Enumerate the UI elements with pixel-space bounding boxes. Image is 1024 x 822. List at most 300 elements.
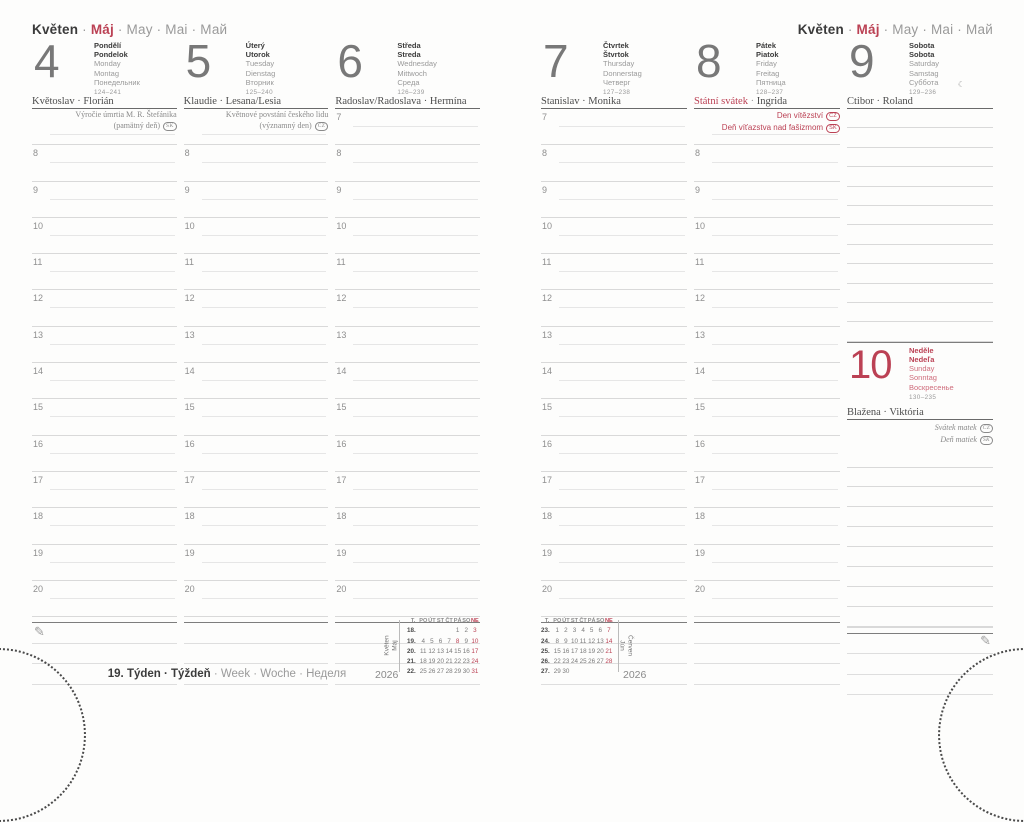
holiday-note [226,110,328,131]
half-hour-line [559,489,685,490]
mini-calendar-day: 23 [462,658,470,666]
half-hour-line [50,453,175,454]
half-hour-line [712,416,838,417]
half-hour-line [202,453,327,454]
day-name-bold: Pondělí [94,41,122,50]
day-name: Sunday [909,364,935,374]
mini-calendar-day: 22 [553,658,561,666]
holiday-note-text: (významný den) [259,120,312,130]
hour-label: 15 [695,402,706,413]
mini-calendar-day: 15 [553,647,561,655]
holiday-note-text: Květnové povstání českého lidu [225,110,329,119]
separator: · [918,22,931,37]
day-header [32,35,177,97]
holiday-note-text: (pamätný deň) [113,120,161,130]
half-hour-line [559,380,685,381]
half-hour-line [353,380,478,381]
day-column-8 [694,35,840,695]
hour-label: 17 [336,474,347,485]
hour-slot [541,253,687,289]
country-badge: CZ [315,122,329,131]
hour-slot [335,109,480,144]
hour-label: 13 [184,329,195,340]
month-german: Mai [930,22,954,37]
public-holiday-label: Státní svátek [694,96,748,107]
hour-label: 19 [542,547,553,558]
hour-slot [184,326,329,362]
hour-label: 16 [336,438,347,449]
mini-calendar-week-number: 26. [541,658,550,666]
hour-slot [32,471,177,507]
mini-calendar-day [436,626,445,636]
separator: · [113,22,127,37]
hour-label: 7 [542,112,548,122]
mini-calendar-day: 3 [572,627,577,635]
ruled-line [847,507,993,527]
hour-slot [184,544,329,580]
notes-ruled-line [184,623,329,644]
hour-label: 16 [542,438,553,449]
ruled-line [847,284,993,303]
day-column-7 [541,35,687,695]
month-russian: Май [965,22,993,37]
hour-label: 11 [33,257,43,268]
half-hour-line [50,199,175,200]
mini-calendar-day: 26 [428,668,436,676]
right-day-columns [541,35,993,695]
day-name-bold: Nedeľa [909,354,935,364]
day-name-bold: Sobota [909,41,935,50]
hour-slot [694,471,840,507]
hour-slot [335,507,480,543]
mini-calendar-day-header: SO [596,618,605,624]
hour-slot [184,580,329,616]
ruled-line [847,487,993,507]
month-russian: Май [200,22,228,37]
hour-slot [184,181,329,217]
notes-ruled-line [694,623,840,644]
mini-calendar-day: 3 [473,627,477,635]
mini-calendar-day: 2 [464,627,469,635]
hour-label: 11 [695,257,705,268]
hour-slot [32,398,177,434]
holiday-note-line [75,121,176,132]
ruled-line [847,245,993,264]
hour-label: 17 [542,474,553,485]
hour-slot [184,144,329,180]
mini-calendar-day: 10 [570,637,578,645]
mini-calendar-day: 17 [570,647,578,655]
ruled-line [847,128,993,147]
hour-slot [541,362,687,398]
mini-calendar-day [596,667,605,677]
sunday-holiday-notes [847,420,993,448]
holiday-note-line [226,121,328,132]
holiday-note-line [722,110,840,122]
day-name: Montag [94,68,120,78]
hour-label: 12 [33,293,44,304]
holiday-note-line [75,110,176,121]
hour-slot [335,217,480,253]
day-name-bold: Utorok [245,50,270,60]
half-hour-line [50,307,175,308]
half-hour-line [559,126,685,127]
separator: · [78,22,91,37]
mini-calendar-day: 25 [419,668,427,676]
month-english: May [892,22,919,37]
mini-calendar-day: 14 [445,647,453,655]
country-badge: CZ [826,112,840,121]
mini-calendar-day [570,667,579,677]
day-name: Donnerstag [603,68,642,78]
day-name-bold: Piatok [756,50,779,60]
mini-calendar-day: 29 [553,668,561,676]
mini-calendar-day: 9 [464,637,469,645]
half-hour-line [353,525,478,526]
holiday-note-line [847,422,993,434]
mini-calendar-day: 11 [579,637,587,645]
separator: · [747,96,757,107]
country-badge: SK [826,124,840,133]
hour-grid [541,109,687,616]
hour-label: 9 [184,184,190,195]
day-name: Пятница [756,77,786,87]
separator: · [152,22,166,37]
hour-slot [694,326,840,362]
mini-calendar-day: 15 [454,647,462,655]
nameday-names: Květoslav · Florián [32,96,114,107]
mini-calendar-day-header: ČT [579,618,587,624]
half-hour-line [353,344,478,345]
mini-calendar-day [579,667,588,677]
notes-ruled-line [694,664,840,685]
hour-slot [335,144,480,180]
ruled-line [847,225,993,244]
ruled-line [847,167,993,186]
mini-calendar-divider [399,620,400,672]
mini-calendar-week-number: 24. [541,637,550,645]
half-hour-line [202,489,327,490]
day-name: Monday [94,59,121,69]
hour-label: 13 [542,329,553,340]
half-hour-line [353,307,478,308]
mini-calendar-week-number: 21. [407,658,416,666]
day-of-year-range: 130–235 [909,393,937,401]
hour-label: 18 [336,511,347,522]
half-hour-line [353,271,478,272]
half-hour-line [202,235,327,236]
day-names [756,41,786,97]
ruled-line [847,109,993,128]
nameday-names: Ingrida [756,96,788,107]
day-name-bold: Sobota [909,50,935,60]
hour-label: 8 [336,148,342,159]
mini-calendar-day: 20 [436,658,444,666]
half-hour-line [712,562,838,563]
half-hour-line [712,235,838,236]
day-number: 4 [34,35,58,87]
mini-calendar-day: 5 [589,627,594,635]
hour-slot [694,580,840,616]
hour-label: 13 [33,329,44,340]
mini-calendar-day: 27 [436,668,444,676]
half-hour-line [353,162,478,163]
hour-slot [335,580,480,616]
day-name-bold: Neděle [909,345,934,355]
day-names [397,41,436,97]
hour-slot [694,544,840,580]
half-hour-line [712,199,838,200]
hour-label: 18 [184,511,195,522]
day-column-6 [335,35,480,685]
day-names [246,41,276,97]
mini-calendar-day: 7 [447,637,451,645]
hour-label: 12 [184,293,195,304]
hour-slot [32,580,177,616]
holiday-note-text: Svátek matek [934,422,977,432]
hour-slot [184,435,329,471]
ruled-line [847,148,993,167]
mini-calendar-june [541,612,691,684]
mini-calendar-month-line: Červen [626,635,634,656]
mini-calendar-day: 8 [455,637,460,645]
half-hour-line [559,344,685,345]
hour-slot [335,471,480,507]
half-hour-line [353,199,478,200]
hour-slot [184,289,329,325]
day-header [694,35,840,97]
half-hour-line [50,235,175,236]
mini-calendar-day-header: PÁ [453,618,462,624]
hour-label: 14 [184,366,195,377]
day-of-year-range: 128–237 [756,89,784,97]
half-hour-line [353,235,478,236]
mini-calendar-day: 12 [588,637,596,645]
day-name: Wednesday [397,59,437,69]
notes-area [694,622,840,685]
half-hour-line [50,271,175,272]
mini-calendar-week-number: 27. [541,668,550,676]
nameday-row [847,96,993,109]
mini-calendar-day-header: NE [470,618,479,624]
mini-calendar-day: 1 [455,627,460,635]
mini-calendar-day-header: ST [436,618,445,624]
mini-calendar-week-number: 22. [407,668,416,676]
half-hour-line [202,199,327,200]
left-page [32,0,480,734]
half-hour-line [559,271,685,272]
mini-calendar-week-number: 20. [407,647,416,655]
holiday-note [722,110,840,134]
half-hour-line [559,307,685,308]
hour-label: 19 [184,547,195,558]
hour-label: 7 [336,112,342,122]
hour-label: 17 [33,474,44,485]
week-label-translations: · Week · Woche · Неделя [213,668,347,680]
half-hour-line [202,598,327,599]
day-name-bold: Středa [397,41,421,50]
mini-calendar-week-number: 23. [541,627,550,635]
day-header [541,35,687,97]
hour-slot [335,289,480,325]
hour-slot [541,217,687,253]
mini-calendar-day: 18 [419,658,427,666]
mini-calendar-day-header: ÚT [562,618,570,624]
hour-slot [32,435,177,471]
hour-label: 15 [184,402,195,413]
hour-label: 19 [695,547,706,558]
half-hour-line [202,416,327,417]
hour-slot [694,398,840,434]
hour-label: 15 [336,402,347,413]
half-hour-line [50,525,175,526]
ruled-line [847,567,993,587]
half-hour-line [712,525,838,526]
hour-label: 10 [184,220,195,231]
half-hour-line [353,453,478,454]
day-of-year-range: 124–241 [94,89,122,97]
mini-calendar-day: 21 [445,658,453,666]
hour-slot [694,181,840,217]
nameday-row [694,96,840,109]
half-hour-line [559,525,685,526]
day-name: Thursday [603,59,635,69]
half-hour-line [712,134,838,135]
hour-slot [335,326,480,362]
hour-slot [32,544,177,580]
hour-slot [184,507,329,543]
day-header [335,35,480,97]
hour-label: 9 [336,184,342,195]
day-header [847,35,993,97]
nameday-row [335,96,480,109]
hour-slot [694,144,840,180]
mini-calendar-week-number: 19. [407,637,416,645]
nameday-row [184,96,329,109]
mini-calendar-day: 24 [471,658,479,666]
half-hour-line [712,598,838,599]
hour-label: 12 [542,293,553,304]
separator: · [879,22,893,37]
pencil-icon: ✎ [34,625,45,641]
ruled-line [847,547,993,567]
day-header [847,342,993,407]
mini-calendar-day: 13 [596,637,604,645]
hour-slot [184,471,329,507]
mini-calendar-day: 1 [555,627,560,635]
hour-slot [541,435,687,471]
hour-label: 11 [184,257,195,268]
day-number: 9 [849,35,873,87]
half-hour-line [202,525,327,526]
mini-calendar-day: 7 [607,627,611,635]
hour-slot [184,398,329,434]
nameday-row [541,96,687,109]
day-number: 7 [543,35,567,87]
day-name-bold: Úterý [245,41,265,50]
mini-calendar-day: 2 [564,627,568,635]
mini-calendar-day: 19 [428,658,436,666]
day-name-bold: Streda [397,50,421,60]
mini-calendar-may [362,612,512,684]
half-hour-line [559,235,685,236]
hour-label: 16 [33,438,44,449]
hour-label: 16 [184,438,195,449]
nameday-row [32,96,177,109]
hour-slot [32,144,177,180]
mini-calendar-day: 28 [445,668,453,676]
half-hour-line [50,344,175,345]
mini-calendar-month-label [619,624,634,668]
hour-label: 18 [542,511,553,522]
day-name-bold: Pátek [756,41,777,50]
half-hour-line [202,307,327,308]
hour-slot [32,362,177,398]
day-number: 6 [337,35,361,87]
mini-calendar-year: 2026 [375,669,399,681]
hour-slot [335,253,480,289]
mini-calendar-day: 13 [436,647,444,655]
mini-calendar-week-col-header: T. [410,618,416,624]
mini-calendar-day: 19 [588,647,596,655]
hour-label: 13 [695,329,706,340]
hour-slot [541,326,687,362]
hour-grid [335,109,480,616]
half-hour-line [559,562,685,563]
half-hour-line [202,162,327,163]
half-hour-line [50,416,175,417]
hour-label: 9 [695,184,701,195]
hour-slot [335,362,480,398]
mini-calendar-grid [541,616,613,678]
half-hour-line [202,562,327,563]
sunday-ruled-lines [847,448,993,627]
day-names [94,41,140,97]
hour-label: 11 [542,257,552,268]
mini-calendar-week-number: 18. [407,627,416,635]
half-hour-line [712,489,838,490]
mini-calendar-day-header: PO [419,618,428,624]
hour-slot [335,398,480,434]
half-hour-line [202,271,327,272]
half-hour-line [202,344,327,345]
day-header [184,35,329,97]
hour-label: 18 [695,511,706,522]
day-names [909,41,939,97]
day-name: Вторник [245,77,274,87]
hour-label: 10 [336,220,347,231]
day-column-5 [183,35,329,685]
half-hour-line [50,162,175,163]
notes-ruled-line [184,644,329,665]
ruled-line [847,206,993,225]
day-column-weekend [847,35,993,695]
half-hour-line [353,416,478,417]
hour-label: 17 [695,474,706,485]
holiday-note-text: Deň víťazstva nad fašizmom [721,123,824,132]
month-slovak: Máj [90,22,114,37]
saturday-ruled-lines [847,109,993,342]
mini-calendar-day-header: SO [462,618,471,624]
day-name: Понедельник [94,77,140,87]
hour-label: 14 [33,366,44,377]
mini-calendar-day: 16 [462,647,470,655]
hour-label: 14 [336,366,347,377]
mini-calendar-day: 30 [462,668,470,676]
half-hour-line [712,453,838,454]
hour-label: 17 [184,474,195,485]
mini-calendar-day: 4 [581,627,585,635]
